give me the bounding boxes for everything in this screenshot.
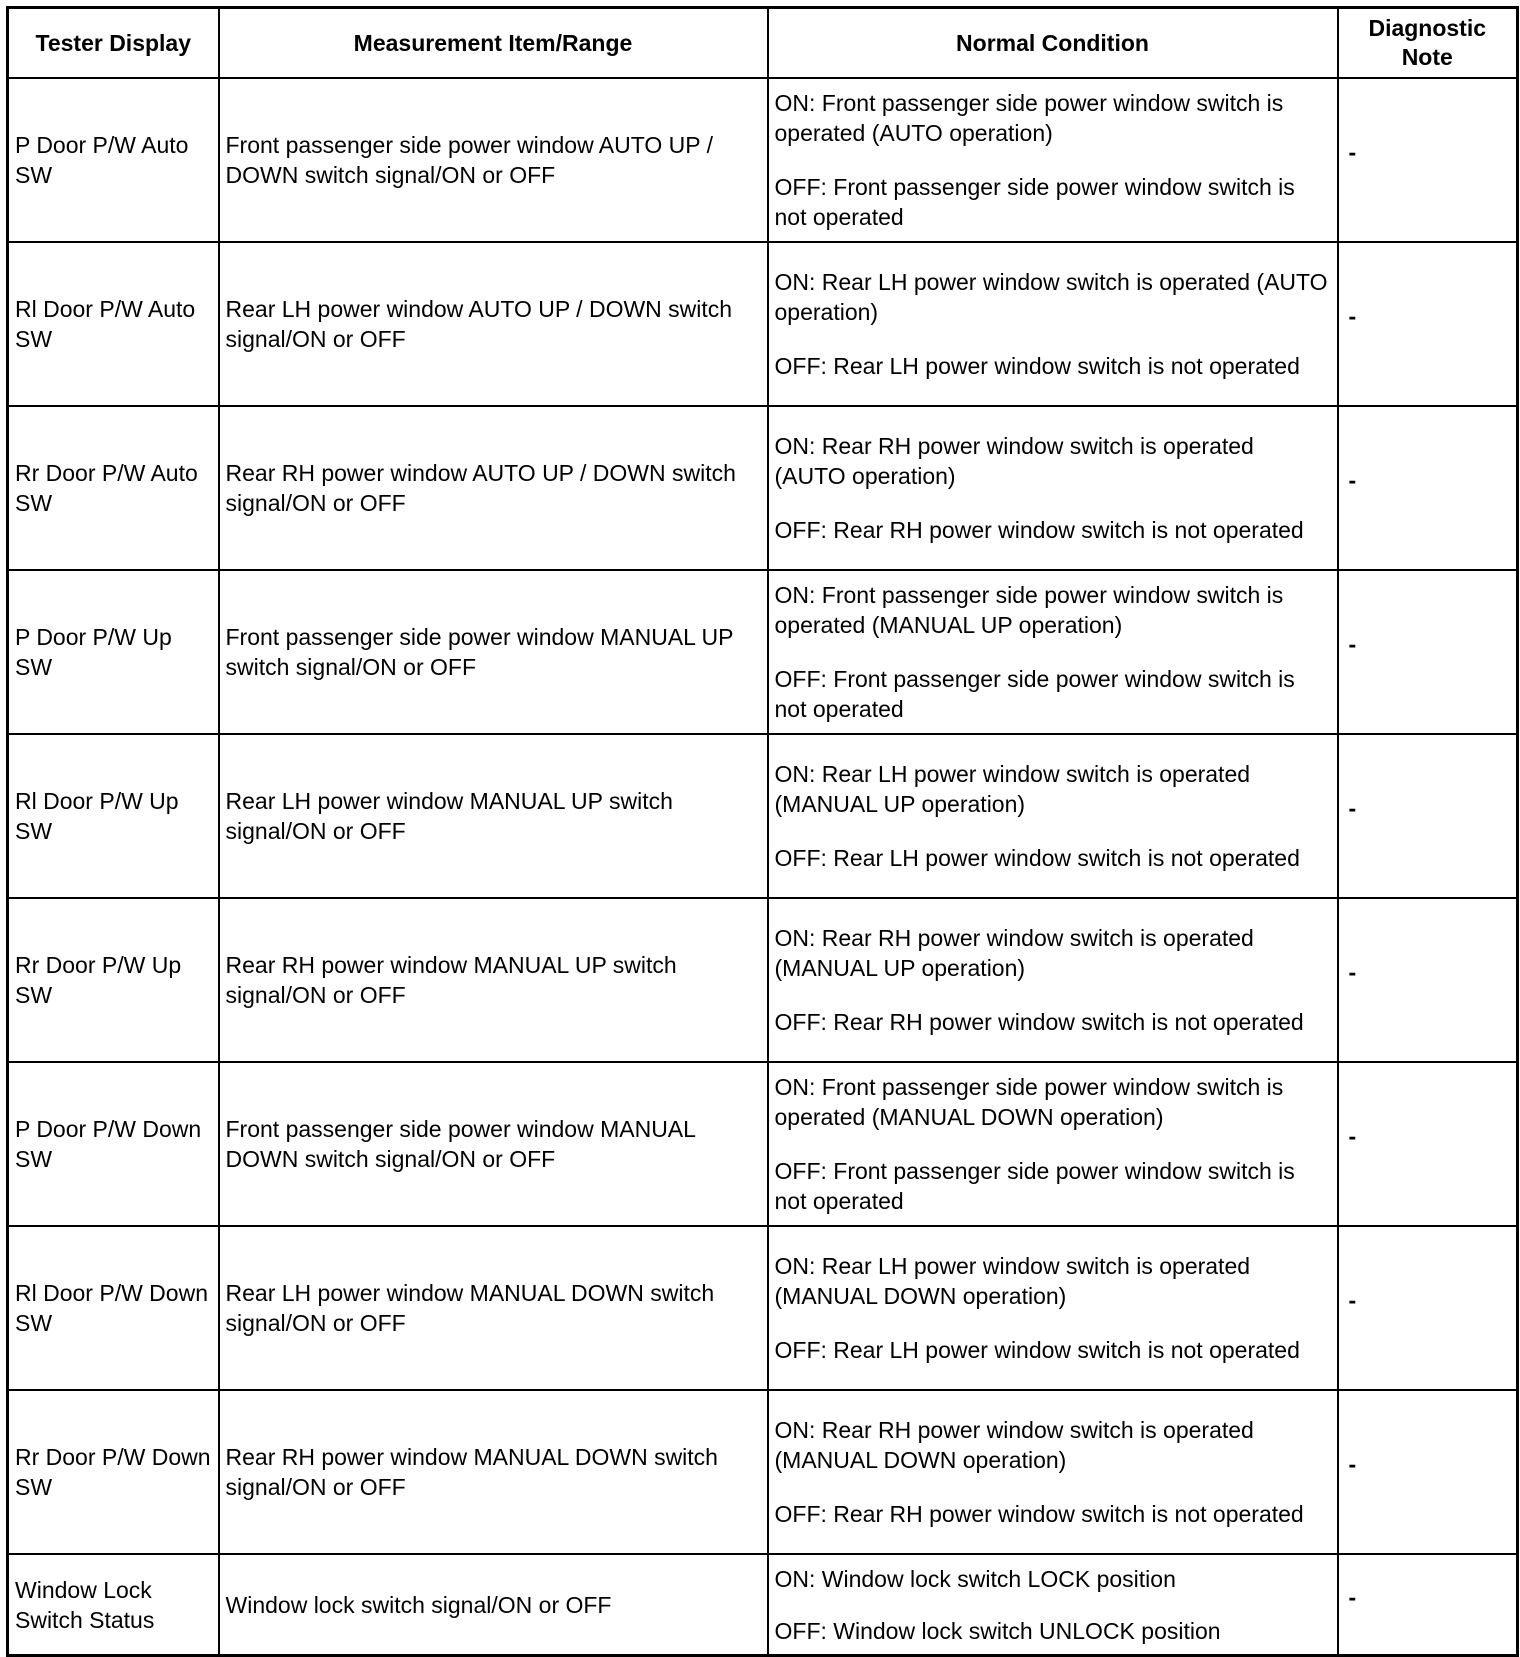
table-row bbox=[8, 570, 1518, 734]
normal-condition-cell bbox=[768, 1226, 1338, 1390]
tester-display-cell: Window Lock Switch Status bbox=[8, 1554, 219, 1656]
condition-on-text: ON: Rear RH power window switch is operated (MANUAL UP operation) bbox=[774, 925, 1254, 981]
header-measurement: Measurement Item/Range bbox=[219, 8, 768, 79]
tester-display-cell: Rr Door P/W Auto SW bbox=[8, 406, 219, 570]
diagnostic-note-cell bbox=[1338, 242, 1518, 406]
diagnostic-note-value: - bbox=[1348, 1123, 1357, 1149]
normal-condition-cell bbox=[768, 570, 1338, 734]
normal-condition-cell bbox=[768, 734, 1338, 898]
tester-display-cell: Rl Door P/W Down SW bbox=[8, 1226, 219, 1390]
header-tester-display: Tester Display bbox=[8, 8, 219, 79]
diagnostic-data-table bbox=[6, 6, 1519, 1657]
measurement-cell: Rear RH power window MANUAL DOWN switch signal/ON or OFF bbox=[219, 1390, 768, 1554]
measurement-cell: Rear LH power window MANUAL DOWN switch signal/ON or OFF bbox=[219, 1226, 768, 1390]
table-row bbox=[8, 242, 1518, 406]
condition-off-text: OFF: Front passenger side power window switch is not operated bbox=[774, 1158, 1295, 1214]
tester-display-cell: P Door P/W Auto SW bbox=[8, 78, 219, 242]
tester-display-cell: P Door P/W Down SW bbox=[8, 1062, 219, 1226]
data-table-container bbox=[6, 6, 1516, 1657]
normal-condition-cell bbox=[768, 898, 1338, 1062]
diagnostic-note-value: - bbox=[1348, 303, 1357, 329]
diagnostic-note-value: - bbox=[1348, 139, 1357, 165]
condition-off-text: OFF: Rear LH power window switch is not operated bbox=[774, 353, 1300, 379]
tester-display-cell: Rr Door P/W Down SW bbox=[8, 1390, 219, 1554]
condition-on-text: ON: Front passenger side power window switch is operated (MANUAL DOWN operation) bbox=[774, 1074, 1284, 1130]
normal-condition-cell bbox=[768, 242, 1338, 406]
condition-on-text: ON: Rear RH power window switch is operated (AUTO operation) bbox=[774, 433, 1254, 489]
tester-display-cell: Rr Door P/W Up SW bbox=[8, 898, 219, 1062]
diagnostic-note-cell bbox=[1338, 1226, 1518, 1390]
condition-on-text: ON: Window lock switch LOCK position bbox=[774, 1565, 1176, 1592]
table-row bbox=[8, 1554, 1518, 1656]
condition-on-text: ON: Rear LH power window switch is operated (MANUAL DOWN operation) bbox=[774, 1253, 1251, 1309]
diagnostic-note-cell bbox=[1338, 570, 1518, 734]
normal-condition-cell bbox=[768, 78, 1338, 242]
diagnostic-note-value: - bbox=[1348, 1583, 1357, 1610]
table-row bbox=[8, 1390, 1518, 1554]
diagnostic-note-cell bbox=[1338, 1390, 1518, 1554]
condition-off-text: OFF: Rear LH power window switch is not operated bbox=[774, 1337, 1300, 1363]
tester-display-cell: P Door P/W Up SW bbox=[8, 570, 219, 734]
normal-condition-cell bbox=[768, 1390, 1338, 1554]
condition-off-text: OFF: Front passenger side power window switch is not operated bbox=[774, 174, 1295, 230]
measurement-cell: Rear LH power window AUTO UP / DOWN switch signal/ON or OFF bbox=[219, 242, 768, 406]
table-row bbox=[8, 1062, 1518, 1226]
diagnostic-note-cell bbox=[1338, 1554, 1518, 1656]
header-normal-condition: Normal Condition bbox=[768, 8, 1338, 79]
tester-display-cell: Rl Door P/W Auto SW bbox=[8, 242, 219, 406]
diagnostic-note-value: - bbox=[1348, 631, 1357, 657]
diagnostic-note-value: - bbox=[1348, 467, 1357, 493]
diagnostic-note-value: - bbox=[1348, 1451, 1357, 1477]
condition-on-text: ON: Rear RH power window switch is operated (MANUAL DOWN operation) bbox=[774, 1417, 1254, 1473]
condition-off-text: OFF: Rear RH power window switch is not operated bbox=[774, 1009, 1304, 1035]
normal-condition-cell bbox=[768, 1554, 1338, 1656]
diagnostic-note-value: - bbox=[1348, 1287, 1357, 1313]
normal-condition-cell bbox=[768, 1062, 1338, 1226]
normal-condition-cell bbox=[768, 406, 1338, 570]
diagnostic-note-value: - bbox=[1348, 795, 1357, 821]
measurement-cell: Rear RH power window MANUAL UP switch signal/ON or OFF bbox=[219, 898, 768, 1062]
condition-on-text: ON: Front passenger side power window switch is operated (AUTO operation) bbox=[774, 90, 1284, 146]
diagnostic-note-cell bbox=[1338, 898, 1518, 1062]
measurement-cell: Front passenger side power window AUTO UP / DOWN switch signal/ON or OFF bbox=[219, 78, 768, 242]
diagnostic-note-cell bbox=[1338, 1062, 1518, 1226]
diagnostic-note-cell bbox=[1338, 78, 1518, 242]
condition-off-text: OFF: Rear RH power window switch is not operated bbox=[774, 517, 1304, 543]
table-row bbox=[8, 734, 1518, 898]
measurement-cell: Front passenger side power window MANUAL UP switch signal/ON or OFF bbox=[219, 570, 768, 734]
condition-off-text: OFF: Front passenger side power window switch is not operated bbox=[774, 666, 1295, 722]
header-diagnostic-note: Diagnostic Note bbox=[1338, 8, 1518, 79]
measurement-cell: Window lock switch signal/ON or OFF bbox=[219, 1554, 768, 1656]
diagnostic-note-cell bbox=[1338, 406, 1518, 570]
condition-off-text: OFF: Rear LH power window switch is not operated bbox=[774, 845, 1300, 871]
table-row bbox=[8, 898, 1518, 1062]
table-header-row bbox=[8, 8, 1518, 79]
condition-off-text: OFF: Window lock switch UNLOCK position bbox=[774, 1617, 1221, 1644]
diagnostic-note-value: - bbox=[1348, 959, 1357, 985]
condition-off-text: OFF: Rear RH power window switch is not operated bbox=[774, 1501, 1304, 1527]
table-row bbox=[8, 78, 1518, 242]
measurement-cell: Rear LH power window MANUAL UP switch signal/ON or OFF bbox=[219, 734, 768, 898]
condition-on-text: ON: Rear LH power window switch is operated (AUTO operation) bbox=[774, 269, 1328, 325]
diagnostic-note-cell bbox=[1338, 734, 1518, 898]
table-row bbox=[8, 406, 1518, 570]
tester-display-cell: Rl Door P/W Up SW bbox=[8, 734, 219, 898]
measurement-cell: Rear RH power window AUTO UP / DOWN switch signal/ON or OFF bbox=[219, 406, 768, 570]
condition-on-text: ON: Rear LH power window switch is operated (MANUAL UP operation) bbox=[774, 761, 1251, 817]
table-row bbox=[8, 1226, 1518, 1390]
measurement-cell: Front passenger side power window MANUAL DOWN switch signal/ON or OFF bbox=[219, 1062, 768, 1226]
condition-on-text: ON: Front passenger side power window switch is operated (MANUAL UP operation) bbox=[774, 582, 1284, 638]
